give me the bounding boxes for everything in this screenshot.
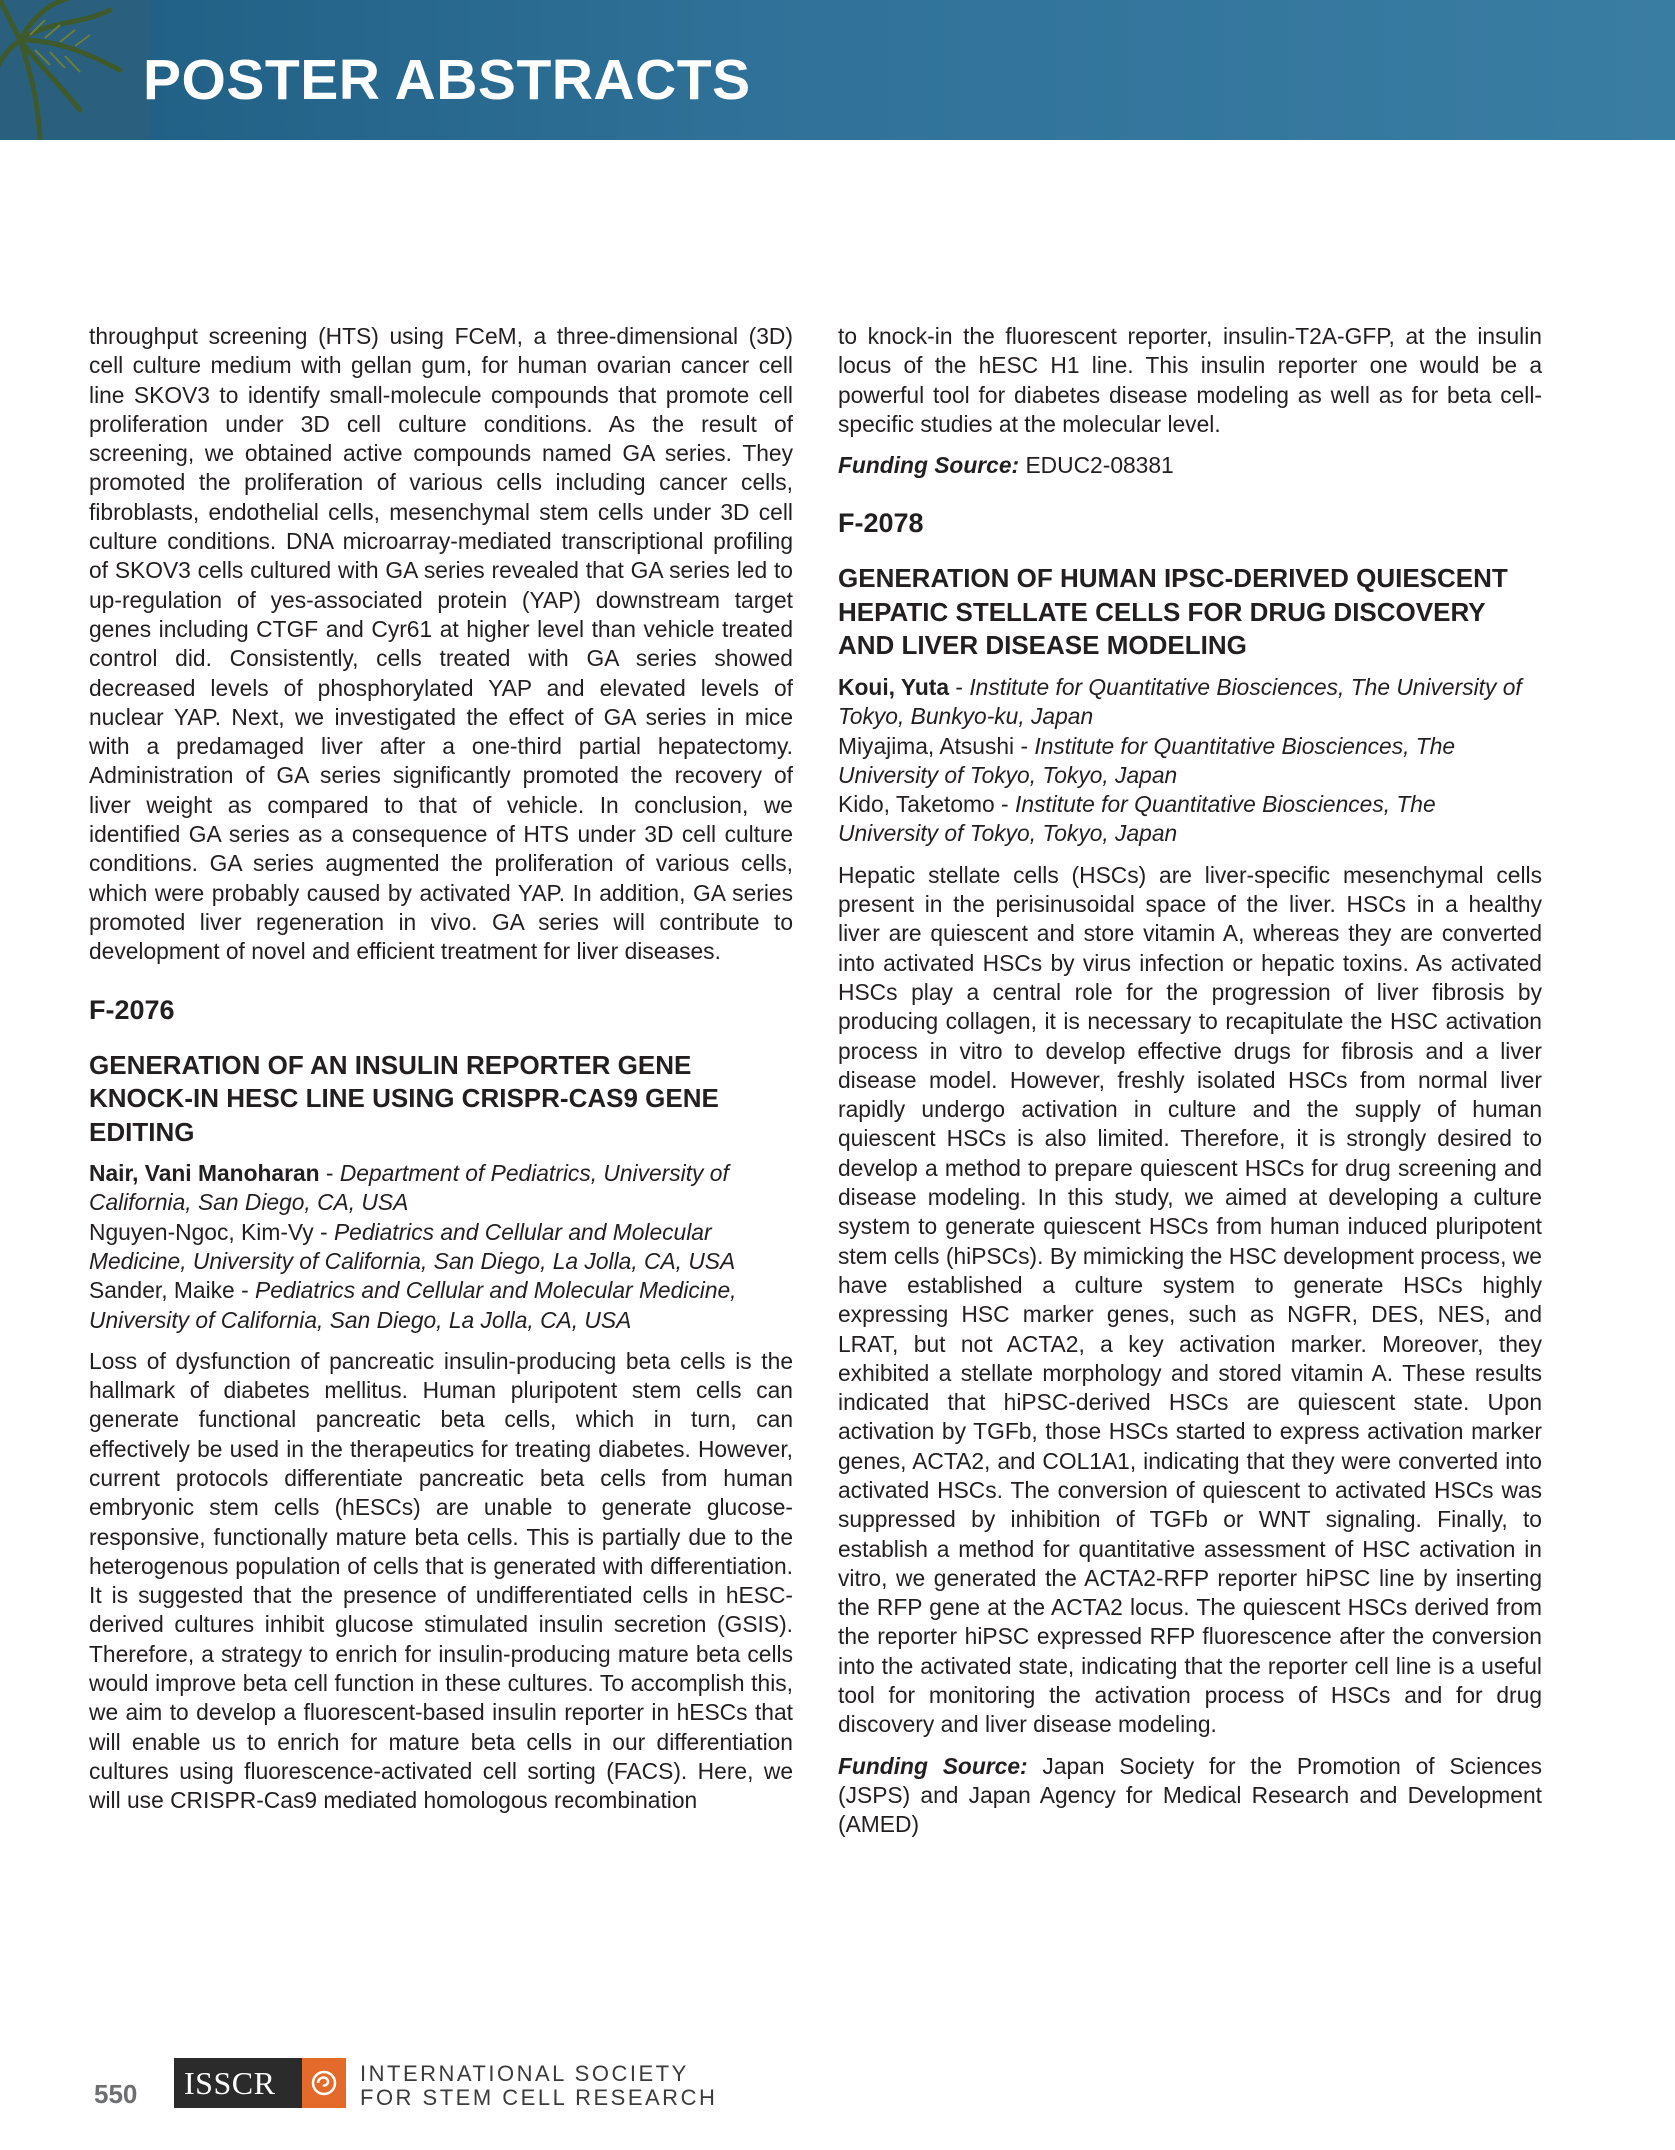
funding-text: Japan Society for the Promotion of Sciences (JSPS) and Japan Agency for Medical Research and Development (AMED) (838, 1752, 1542, 1838)
right-column (838, 322, 1542, 1840)
society-line-2: FOR STEM CELL RESEARCH (360, 2085, 718, 2110)
abstract-title: GENERATION OF AN INSULIN REPORTER GENE KNOCK-IN HESC LINE USING CRISPR-CAS9 GENE EDITING (89, 1049, 719, 1147)
abstract-id: F-2078 (838, 508, 924, 539)
funding-label: Funding Source: (838, 452, 1020, 479)
palm-tree-image (0, 0, 150, 140)
abstract-body: Hepatic stellate cells (HSCs) are liver-specific mesenchymal cells present in the perisinusoidal space of the liver. HSCs in a healthy liver are quiescent and store vitamin A, whereas they are converted into activated HSCs by virus infection or hepatic toxins. As activated HSCs play a central role for the progression of liver fibrosis by producing collagen, it is necessary to recapitulate the HSC activation process in vitro to develop effective drugs for fibrosis and a liver disease model. However, freshly isolated HSCs from normal liver rapidly undergo activation in culture and the supply of human quiescent HSCs is also limited. Therefore, it is strongly desired to develop a method to prepare quiescent HSCs for drug screening and disease modeling. In this study, we aimed at developing a culture system to generate quiescent HSCs from human induced pluripotent stem cells (hiPSCs). By mimicking the HSC development process, we have established a culture system to generate HSCs highly expressing HSC marker genes, such as NGFR, DES, NES, and LRAT, but not ACTA2, a key activation marker. Moreover, they exhibited a stellate morphology and stored vitamin A. These results indicated that hiPSC-derived HSCs are quiescent state. Upon activation by TGFb, those HSCs started to express activation marker genes, ACTA2, and COL1A1, indicating that they were converted into activated HSCs. The conversion of quiescent to activated HSCs was suppressed by inhibition of TGFb or WNT signaling. Finally, to establish a method for quantitative assessment of HSC activation in vitro, we generated the ACTA2-RFP reporter hiPSC line by inserting the RFP gene at the ACTA2 locus. The quiescent HSCs derived from the reporter hiPSC expressed RFP fluorescence after the conversion into the activated state, indicating that the reporter cell line is a useful tool for monitoring the activation process of HSCs and for drug discovery and liver disease modeling. (838, 861, 1542, 1738)
author-affiliation: Institute for Quantitative Biosciences, The University of Tokyo, Bunkyo-ku, Japan (838, 673, 1522, 730)
left-column (89, 322, 793, 1816)
author-entry: Koui, Yuta - Institute for Quantitative Biosciences, The University of Tokyo, Bunkyo-ku, Japan (838, 673, 1522, 730)
author-name: Miyajima, Atsushi (838, 732, 1015, 759)
logo-text: ISSCR (184, 2064, 276, 2101)
author-name: Nair, Vani Manoharan (89, 1160, 320, 1187)
abstract-body: Loss of dysfunction of pancreatic insulin-producing beta cells is the hallmark of diabetes mellitus. Human pluripotent stem cells can generate functional pancreatic beta cells, which in turn, can effectively be used in the therapeutics for treating diabetes. However, current protocols differentiate pancreatic beta cells from human embryonic stem cells (hESCs) are unable to generate glucose-responsive, functionally mature beta cells. This is partially due to the heterogenous population of cells that is generated with differentiation. It is suggested that the presence of undifferentiated cells in hESC-derived cultures inhibit glucose stimulated insulin secretion (GSIS). Therefore, a strategy to enrich for insulin-producing mature beta cells would improve beta cell function in these cultures. To accomplish this, we aim to develop a fluorescent-based insulin reporter in hESCs that will enable us to enrich for mature beta cells in our differentiation cultures using fluorescence-activated cell sorting (FACS). Here, we will use CRISPR-Cas9 mediated homologous recombination (89, 1347, 793, 1814)
funding-text: EDUC2-08381 (1025, 452, 1174, 479)
author-affiliation: Pediatrics and Cellular and Molecular Medicine, University of California, San Diego, La Jolla, CA, USA (89, 1218, 736, 1274)
abstract-id: F-2076 (89, 994, 175, 1025)
author-name: Sander, Maike (89, 1277, 235, 1304)
author-entry: Sander, Maike - Pediatrics and Cellular and Molecular Medicine, University of California, San Diego, La Jolla, CA, USA (89, 1277, 737, 1333)
continued-abstract-text: throughput screening (HTS) using FCeM, a three-dimensional (3D) cell culture medium with gellan gum, for human ovarian cancer cell line SKOV3 to identify small-molecule compounds that promote cell proliferation under 3D cell culture conditions. As the result of screening, we obtained active compounds named GA series. They promoted the proliferation of various cells including cancer cells, fibroblasts, endothelial cells, mesenchymal stem cells under 3D cell culture conditions. DNA microarray-mediated transcriptional profiling of SKOV3 cells cultured with GA series revealed that GA series led to up-regulation of yes-associated protein (YAP) downstream target genes including CTGF and Cyr61 at higher level than vehicle treated control did. Consistently, cells treated with GA series showed decreased levels of phosphorylated YAP and elevated levels of nuclear YAP. Next, we investigated the effect of GA series in mice with a predamaged liver after a one-third partial hepatectomy. Administration of GA series significantly promoted the recovery of liver weight as compared to that of vehicle. In conclusion, we identified GA series as a consequence of HTS under 3D cell culture conditions. GA series augmented the proliferation of various cells, which were probably caused by activated YAP. In addition, GA series promoted liver regeneration in vivo. GA series will contribute to development of novel and efficient treatment for liver diseases. (89, 323, 793, 965)
funding-source (838, 1752, 1542, 1840)
page-section-title: POSTER ABSTRACTS (143, 48, 751, 112)
author-affiliation: Department of Pediatrics, University of California, San Diego, CA, USA (89, 1160, 729, 1216)
author-entry: Nguyen-Ngoc, Kim-Vy - Pediatrics and Cellular and Molecular Medicine, University of California, San Diego, La Jolla, CA, USA (89, 1218, 736, 1274)
logo-mark-icon (302, 2058, 346, 2108)
author-affiliation: Institute for Quantitative Biosciences, The University of Tokyo, Tokyo, Japan (838, 732, 1456, 788)
author-name: Kido, Taketomo (838, 791, 995, 818)
author-name: Koui, Yuta (838, 673, 950, 700)
continued-abstract-text: to knock-in the fluorescent reporter, insulin-T2A-GFP, at the insulin locus of the hESC H1 line. This insulin reporter one would be a powerful tool for diabetes disease modeling as well as for beta cell-specific studies at the molecular level. (838, 323, 1542, 437)
author-entry: Miyajima, Atsushi - Institute for Quantitative Biosciences, The University of Tokyo, Tokyo, Japan (838, 732, 1456, 788)
abstract-title: GENERATION OF HUMAN IPSC-DERIVED QUIESCENT HEPATIC STELLATE CELLS FOR DRUG DISCOVERY AND LIVER DISEASE MODELING (838, 563, 1508, 661)
author-entry: Nair, Vani Manoharan - Department of Pediatrics, University of California, San Diego, CA, USA (89, 1160, 729, 1216)
author-affiliation: Institute for Quantitative Biosciences, The University of Tokyo, Tokyo, Japan (838, 791, 1436, 847)
author-name: Nguyen-Ngoc, Kim-Vy (89, 1218, 314, 1245)
society-name (360, 2062, 717, 2110)
author-entry: Kido, Taketomo - Institute for Quantitative Biosciences, The University of Tokyo, Tokyo, Japan (838, 791, 1436, 847)
society-line-1: INTERNATIONAL SOCIETY (360, 2061, 689, 2086)
header-banner (0, 0, 1675, 140)
isscr-logo (174, 2058, 346, 2108)
funding-label: Funding Source: (838, 1752, 1028, 1779)
author-affiliation: Pediatrics and Cellular and Molecular Medicine, University of California, San Diego, La Jolla, CA, USA (89, 1277, 737, 1333)
page-number: 550 (94, 2079, 138, 2109)
funding-source (838, 451, 1542, 480)
